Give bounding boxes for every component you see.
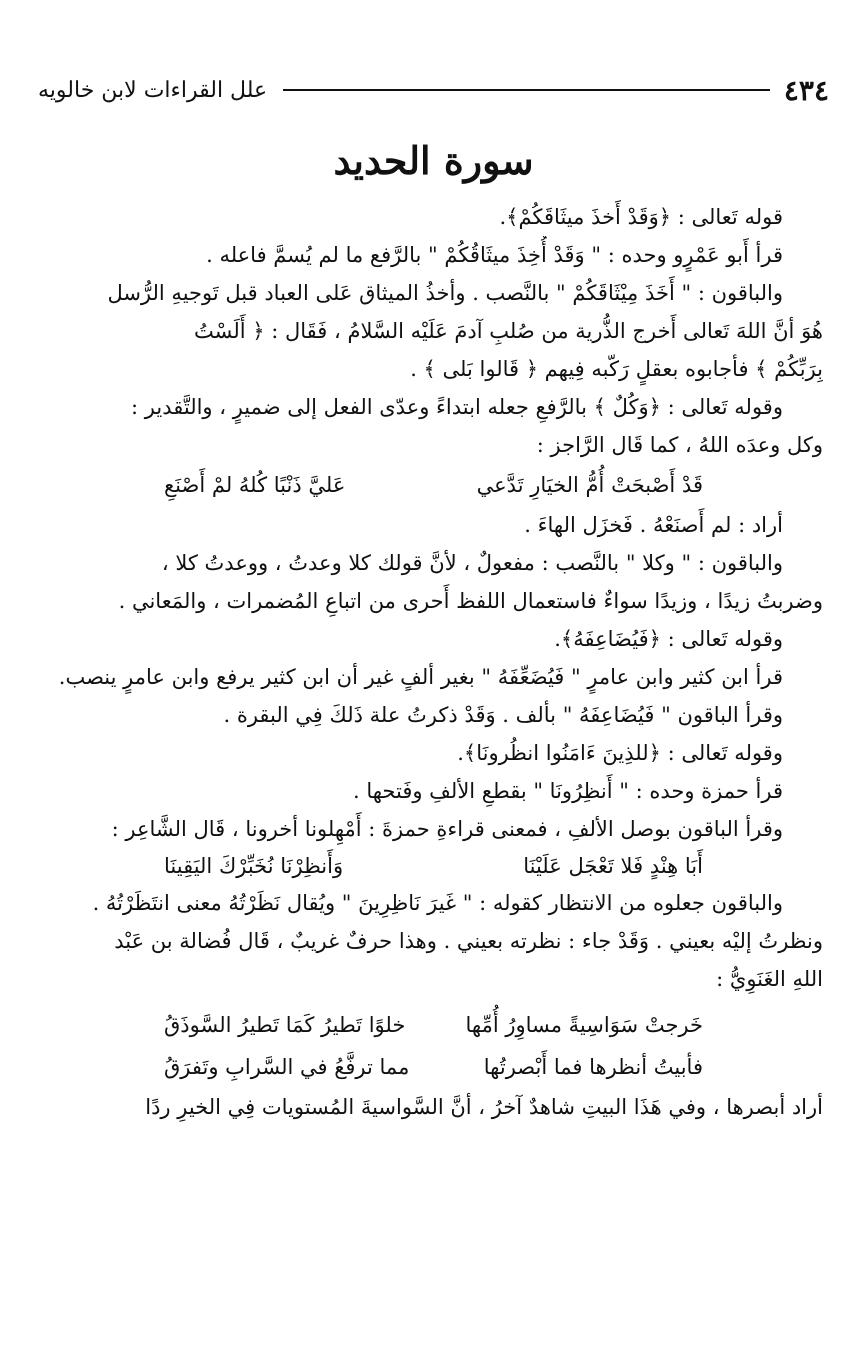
verse-second-hemistich: عَليَّ ذَنْبًا كُلهُ لمْ أَصْنَعِ	[164, 473, 346, 497]
text-line: والباقون : " وكلا " بالنَّصب : مفعولٌ ، لأنَّ قولك كلا وعدتُ ، ووعدتُ كلا ،	[161, 551, 783, 575]
header-rule	[283, 89, 770, 91]
text-line: قرأ ابن كثير وابن عامرٍ " فَيُضَعِّفَهُ " بغير ألفٍ غير أن ابن كثير يرفع وابن عامرٍ ينصب.	[58, 665, 783, 689]
verse-first-hemistich: أَبَا هِنْدٍ فَلا تَعْجَل عَلَيْنَا	[523, 854, 703, 878]
text-line: وقرأ الباقون " فَيُضَاعِفَهُ " بألف . وَقَدْ ذكرتُ علة ذَلكَ فِي البقرة .	[223, 703, 783, 727]
text-line: وضربتُ زيدًا ، وزيدًا سواءٌ فاستعمال اللفظ أَحرى من اتباعِ المُضمرات ، والمَعاني .	[118, 589, 823, 613]
poem-verse	[44, 848, 823, 884]
text-line: أراد أبصرها ، وفي هَذَا البيتِ شاهدٌ آخرُ ، أنَّ السَّواسيةَ المُستويات فِي الخيرِ ردًا	[145, 1095, 823, 1119]
verse-first-hemistich: قَدْ أَصْبحَتْ أُمُّ الخيَارِ تَدَّعي	[476, 473, 703, 497]
poem-verse	[44, 1004, 823, 1046]
text-line: أراد : لم أَصنَعْهُ . فَخزَل الهاءَ .	[524, 513, 783, 537]
text-line: قوله تَعالى : ﴿وَقَدْ أَخذَ ميثَاقَكُمْ﴾.	[499, 205, 783, 229]
text-line: والباقون : " أَخَذَ مِيْثَاقَكُمْ " بالنَّصب . وأخذُ الميثاق عَلى العباد قبل تَوجيهِ الرُّسل	[107, 281, 783, 305]
text-line: وقرأ الباقون بوصل الألفِ ، فمعنى قراءةِ حمزةَ : أَمْهِلونا أخرونا ، قَال الشَّاعِر :	[111, 817, 783, 841]
surah-title: سورة الحديد	[333, 138, 534, 183]
poem-verse	[44, 1046, 823, 1088]
book-title: علل القراءات لابن خالويه	[38, 77, 268, 103]
text-line: وقوله تَعالى : ﴿للذِينَ ءَامَنُوا انظُرونَا﴾.	[457, 741, 783, 765]
text-line: وكل وعدَه اللهُ ، كما قَال الرَّاجز :	[536, 433, 823, 457]
verse-first-hemistich: خَرجتْ سَوَاسِيةً مساوِرُ أُمِّها	[465, 1013, 703, 1037]
verse-second-hemistich: وَأَنظِرْنَا نُخَبِّرْكَ اليَقِينَا	[164, 854, 344, 878]
page-header	[38, 72, 829, 108]
text-line: ونظرتُ إليْه بعيني . وَقَدْ جاء : نظرته بعيني . وهذا حرفٌ غريبٌ ، قَال فُضالة بن عَبْد	[114, 929, 823, 953]
poem-verse	[44, 464, 823, 506]
text-line: بِرَبِّكُمْ ﴾ فأجابوه بعقلٍ رَكّبه فِيهم ﴿ قَالوا بَلى ﴾ .	[410, 357, 823, 381]
text-line: وقوله تَعالى : ﴿فَيُضَاعِفَهُ﴾.	[554, 627, 783, 651]
text-line: قرأ أَبو عَمْرٍو وحده : " وَقَدْ أُخِذَ ميثَاقُكُمْ " بالرَّفع ما لم يُسمَّ فاعله .	[206, 243, 783, 267]
text-line: والباقون جعلوه من الانتظار كقوله : " غَيرَ نَاظِرِينَ " ويُقال نَظَرْتُهُ معنى انتَظَرْتُهُ .	[92, 891, 783, 915]
verse-first-hemistich: فأبيتُ أنظرها فما أَبْصرتُها	[483, 1055, 703, 1079]
verse-second-hemistich: خلوًا تَطيرُ كَمَا تَطيرُ السَّوذَقُ	[164, 1013, 406, 1037]
verse-second-hemistich: مما ترفَّعُ في السَّرابِ وتَفرَقُ	[164, 1055, 410, 1079]
page-number: ٤٣٤	[783, 73, 829, 107]
page-body	[44, 198, 823, 1126]
text-line: وقوله تَعالى : ﴿وَكُلٌ ﴾ بالرَّفعِ جعله ابتداءً وعدّى الفعل إلى ضميرٍ ، والتَّقدير :	[131, 395, 783, 419]
text-line: اللهِ الغَنَوِيُّ :	[716, 967, 823, 991]
text-line: هُوَ أنَّ اللهَ تَعالى أَخرج الذُّرية من صُلبِ آدمَ عَلَيْه السَّلامُ ، فَقَال : ﴿ أَلَسْتُ	[194, 319, 823, 343]
text-line: قرأ حمزة وحده : " أَنظِرُونَا " بقطعِ الألفِ وفَتحها .	[353, 779, 783, 803]
